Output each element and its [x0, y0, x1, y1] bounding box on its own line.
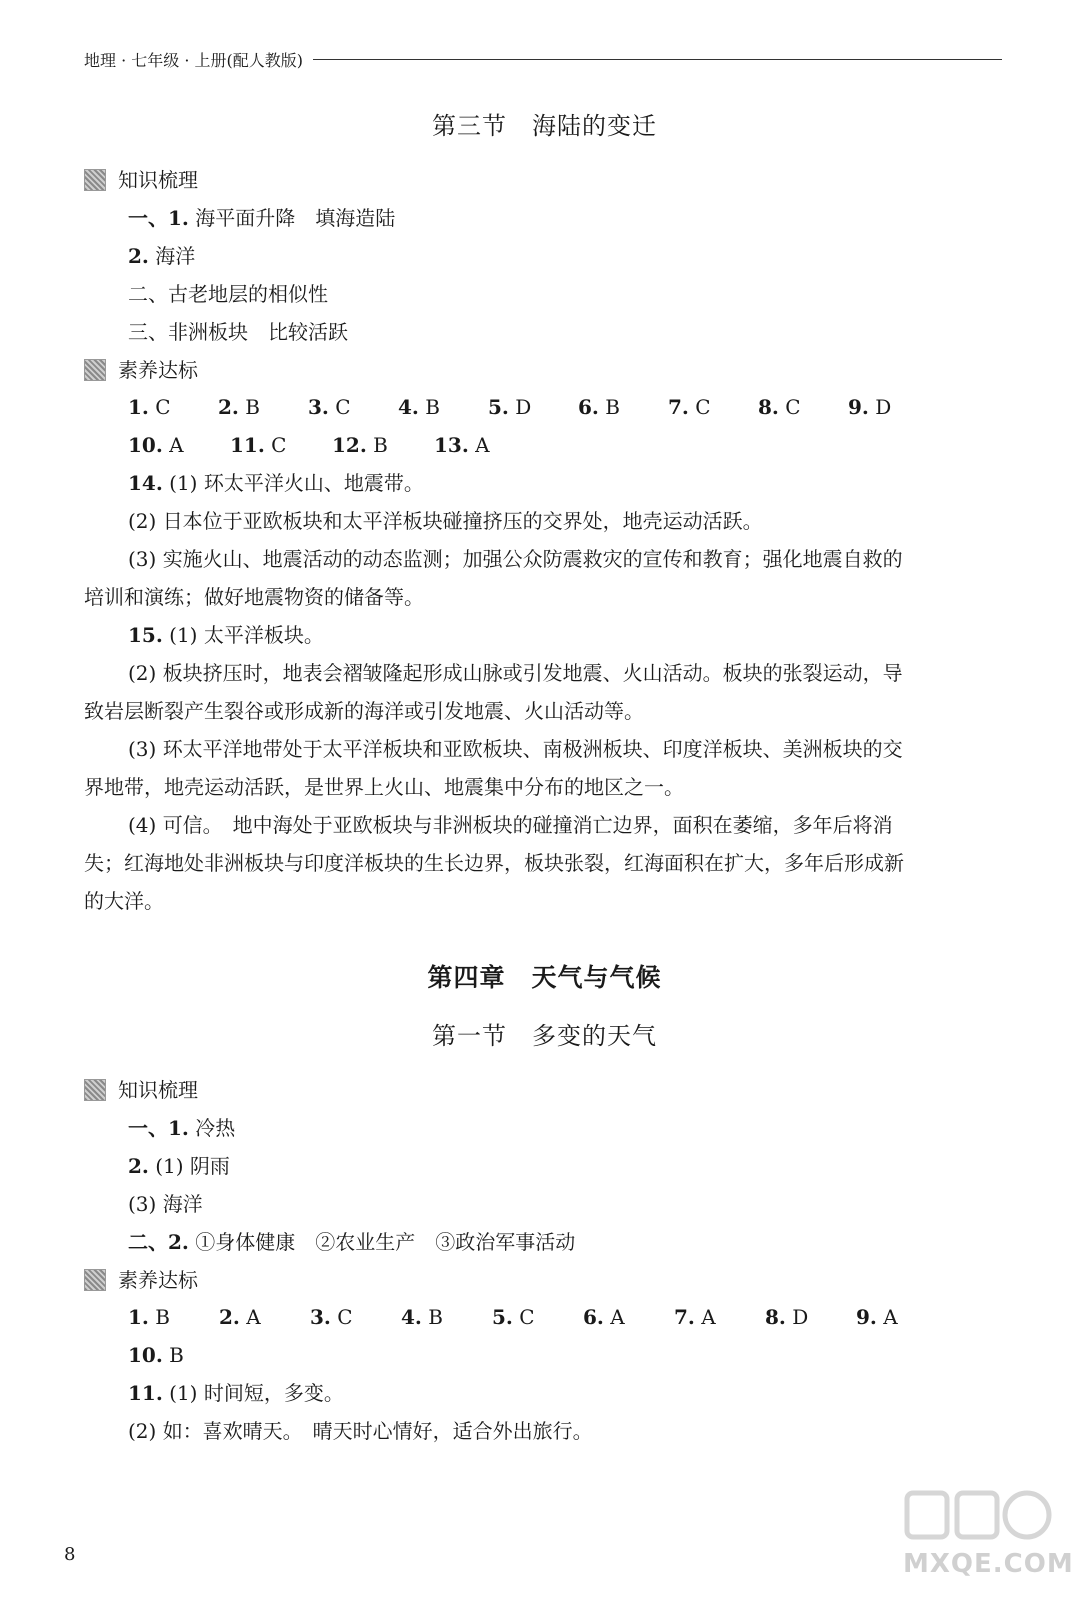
answer-item: 4. B — [398, 395, 440, 419]
answer-item: 9. A — [856, 1305, 898, 1329]
practice-heading — [84, 1266, 198, 1294]
heading-label: 知识梳理 — [118, 1078, 198, 1102]
answer-text: (2) 板块挤压时，地表会褶皱隆起形成山脉或引发地震、火山活动。板块的张裂运动，导 — [128, 661, 903, 685]
watermark — [893, 1487, 1074, 1587]
heading-label: 素养达标 — [118, 358, 198, 382]
item-number: 2. — [128, 244, 149, 268]
answer-text: 界地带，地壳运动活跃，是世界上火山、地震集中分布的地区之一。 — [84, 775, 684, 799]
chapter-title: 第四章 天气与气候 — [427, 963, 662, 992]
answer-text: (2) 如：喜欢晴天。 晴天时心情好，适合外出旅行。 — [128, 1419, 593, 1443]
header-text: 地理 · 七年级 · 上册(配人教版) — [84, 50, 304, 70]
answer-item: 2. A — [219, 1305, 261, 1329]
answer-q14 — [128, 469, 424, 497]
answer-item: 11. C — [230, 433, 287, 457]
section-marker-icon — [84, 1079, 106, 1101]
heading-label: 知识梳理 — [118, 168, 198, 192]
knowledge-item — [128, 204, 395, 232]
page-number: 8 — [64, 1544, 76, 1565]
answer-item: 5. D — [488, 395, 532, 419]
answer-item: 2. B — [218, 395, 260, 419]
item-number: 一、1. — [128, 1116, 189, 1140]
item-text: 海洋 — [148, 244, 196, 268]
question-number: 15. — [128, 623, 163, 647]
item-number: 二、2. — [128, 1230, 189, 1254]
section-marker-icon — [84, 1269, 106, 1291]
item-number: 2. — [128, 1154, 149, 1178]
knowledge-item — [128, 242, 195, 270]
answer-text: 培训和演练；做好地震物资的储备等。 — [84, 585, 424, 609]
answer-text: 致岩层断裂产生裂谷或形成新的海洋或引发地震、火山活动等。 — [84, 699, 644, 723]
answer-item: 7. A — [674, 1305, 716, 1329]
header-rule — [313, 59, 1002, 60]
item-text: 冷热 — [188, 1116, 236, 1140]
question-number: 14. — [128, 471, 163, 495]
answer-item: 10. B — [128, 1343, 184, 1367]
running-header — [84, 44, 1002, 74]
answer-item: 6. B — [578, 395, 620, 419]
answer-item: 10. A — [128, 433, 184, 457]
answer-text: (4) 可信。 地中海处于亚欧板块与非洲板块的碰撞消亡边界，面积在萎缩，多年后将消 — [128, 813, 893, 837]
knowledge-item — [128, 1228, 575, 1256]
knowledge-heading — [84, 1076, 198, 1104]
answer-item: 1. C — [128, 395, 171, 419]
question-number: 11. — [128, 1381, 163, 1405]
answer-item: 12. B — [332, 433, 388, 457]
knowledge-item: 二、古老地层的相似性 — [128, 282, 328, 306]
knowledge-heading — [84, 166, 198, 194]
practice-heading — [84, 356, 198, 384]
answer-row — [128, 1303, 916, 1331]
answer-text: (2) 日本位于亚欧板块和太平洋板块碰撞挤压的交界处，地壳运动活跃。 — [128, 509, 763, 533]
answer-item: 8. C — [758, 395, 801, 419]
answer-text: 失；红海地处非洲板块与印度洋板块的生长边界，板块张裂，红海面积在扩大，多年后形成新 — [84, 851, 904, 875]
item-text: ①身体健康 ②农业生产 ③政治军事活动 — [188, 1230, 576, 1254]
heading-label: 素养达标 — [118, 1268, 198, 1292]
watermark-logo-icon — [903, 1487, 1053, 1545]
answer-text: (3) 实施火山、地震活动的动态监测；加强公众防震救灾的宣传和教育；强化地震自救的 — [128, 547, 903, 571]
answer-row — [128, 393, 908, 421]
item-text: (1) 阴雨 — [148, 1154, 230, 1178]
answer-item: 1. B — [128, 1305, 170, 1329]
answer-text: 的大洋。 — [84, 889, 164, 913]
answer-q11 — [128, 1379, 344, 1407]
answer-item: 5. C — [492, 1305, 535, 1329]
answer-row — [128, 1341, 228, 1369]
answer-item: 13. A — [434, 433, 490, 457]
answer-item: 7. C — [668, 395, 711, 419]
answer-item: 8. D — [765, 1305, 809, 1329]
section-title: 第一节 多变的天气 — [432, 1022, 657, 1050]
section-marker-icon — [84, 169, 106, 191]
answer-text: (3) 环太平洋地带处于太平洋板块和亚欧板块、南极洲板块、印度洋板块、美洲板块的交 — [128, 737, 903, 761]
section-marker-icon — [84, 359, 106, 381]
answer-item: 3. C — [308, 395, 351, 419]
answer-text: (1) 太平洋板块。 — [162, 623, 324, 647]
answer-row — [128, 431, 514, 459]
answer-text: (1) 时间短，多变。 — [162, 1381, 344, 1405]
answer-text: (1) 环太平洋火山、地震带。 — [162, 471, 424, 495]
knowledge-item — [128, 1152, 230, 1180]
knowledge-item — [128, 1114, 235, 1142]
answer-item: 9. D — [848, 395, 892, 419]
answer-item: 3. C — [310, 1305, 353, 1329]
watermark-text: MXQE.COM — [903, 1549, 1074, 1579]
section-title: 第三节 海陆的变迁 — [432, 112, 657, 140]
item-text: 海平面升降 填海造陆 — [188, 206, 396, 230]
knowledge-item: (3) 海洋 — [128, 1192, 203, 1216]
answer-q15 — [128, 621, 324, 649]
item-number: 一、1. — [128, 206, 189, 230]
knowledge-item: 三、非洲板块 比较活跃 — [128, 320, 348, 344]
answer-item: 4. B — [401, 1305, 443, 1329]
answer-item: 6. A — [583, 1305, 625, 1329]
